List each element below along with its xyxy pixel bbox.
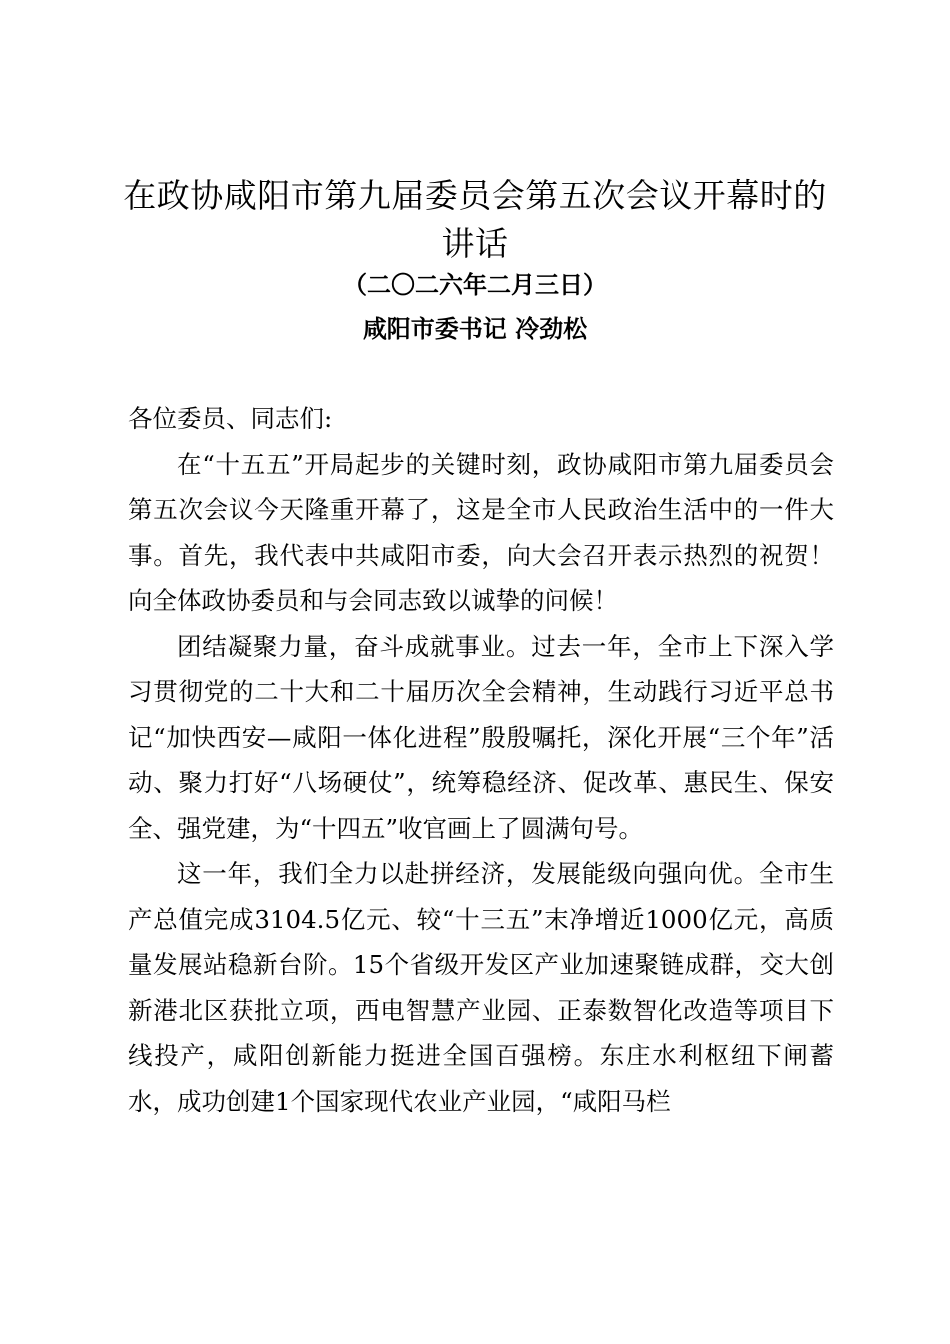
document-body: [128, 396, 834, 1124]
document-title: 在政协咸阳市第九届委员会第五次会议开幕时的讲话: [123, 176, 827, 263]
document-date: （二〇二六年二月三日）: [343, 270, 607, 299]
salutation: 各位委员、同志们:: [128, 404, 333, 433]
paragraph-opening: 在“十五五”开局起步的关键时刻，政协咸阳市第九届委员会第五次会议今天隆重开幕了，这是全市人民政治生活中的一件大事。首先，我代表中共咸阳市委，向大会召开表示热烈的祝贺！向全体政协委员和与会同志致以诚挚的问候！: [128, 449, 834, 615]
paragraph-review: 团结凝聚力量，奋斗成就事业。过去一年，全市上下深入学习贯彻党的二十大和二十届历次全会精神，生动践行习近平总书记“加快西安—咸阳一体化进程”殷殷嘱托，深化开展“三个年”活动、聚力打好“八场硬仗”，统筹稳经济、促改革、惠民生、保安全、强党建，为“十四五”收官画上了圆满句号。: [128, 631, 834, 843]
paragraph-economy: 这一年，我们全力以赴拼经济，发展能级向强向优。全市生产总值完成3104.5亿元、较“十三五”末净增近1000亿元，高质量发展站稳新台阶。15个省级开发区产业加速聚链成群，交大创新港北区获批立项，西电智慧产业园、正泰数智化改造等项目下线投产，咸阳创新能力挺进全国百强榜。东庄水利枢纽下闸蓄水，成功创建1个国家现代农业产业园，“咸阳马栏: [128, 859, 834, 1116]
document-speaker: 咸阳市委书记 冷劲松: [362, 314, 588, 343]
